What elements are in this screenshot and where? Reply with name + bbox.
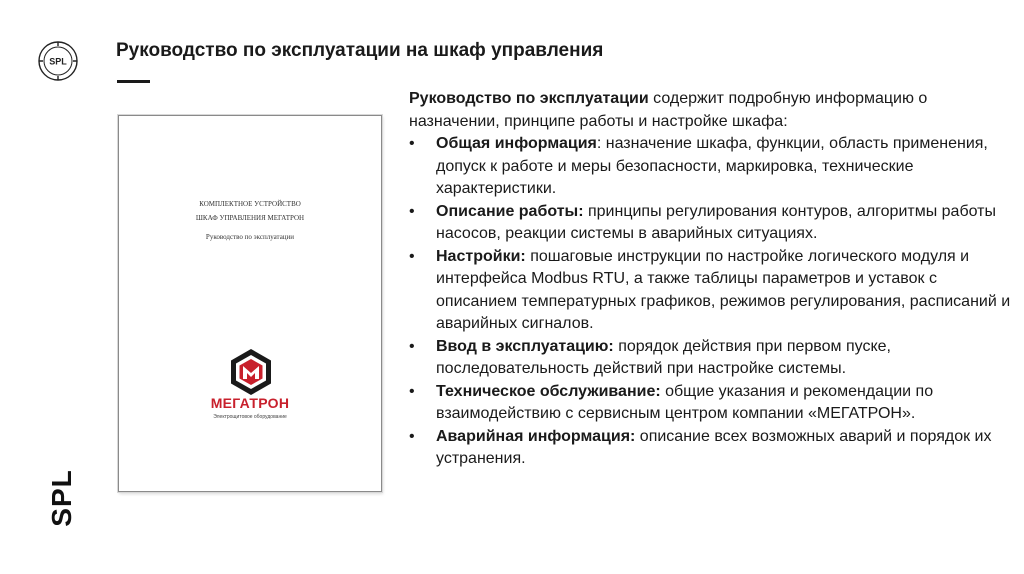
- megatron-logo-icon: [226, 347, 276, 397]
- side-brand-text: SPL: [46, 469, 77, 527]
- title-underline: [117, 80, 150, 83]
- spl-logo-text: SPL: [49, 56, 67, 67]
- list-item: [409, 336, 1014, 381]
- side-brand: [36, 468, 88, 528]
- description-block: [409, 88, 1014, 471]
- cover-brand-subtitle: Электрощитовое оборудование: [213, 414, 287, 420]
- item-text: описание всех возможных аварий и порядок их устранения.: [436, 427, 992, 467]
- item-bold: Настройки:: [436, 247, 526, 265]
- bullet: •: [409, 382, 415, 400]
- cover-line-1: КОМПЛЕКТНОЕ УСТРОЙСТВО: [199, 200, 301, 208]
- bullet: •: [409, 202, 415, 220]
- item-text: пошаговые инструкции по настройке логического модуля и интерфейса Modbus RTU, а также таблицы параметров и уставок с описанием температурных графиков, режимов регулирования, расписаний и аварийных сигналов.: [436, 247, 1011, 332]
- intro-bold: Руководство по эксплуатации: [409, 90, 649, 107]
- cover-line-2: ШКАФ УПРАВЛЕНИЯ МЕГАТРОН: [195, 214, 305, 222]
- manual-cover-image: [118, 115, 382, 492]
- item-text: : назначение шкафа, функции, область применения, допуск к работе и меры безопасности, маркировка, технические характеристики.: [436, 135, 988, 197]
- list-item: [409, 381, 1014, 426]
- intro-text: содержит подробную информацию о назначении, принципе работы и настройке шкафа:: [409, 90, 928, 130]
- item-text: общие указания и рекомендации по взаимодействию с сервисным центром компании «МЕГАТРОН».: [436, 382, 934, 422]
- cover-line-3: Руководство по эксплуатации: [205, 233, 295, 241]
- item-text: порядок действия при первом пуске, последовательность действий при настройке системы.: [436, 337, 891, 377]
- spl-logo: [37, 40, 79, 82]
- cover-brand-name: МЕГАТРОН: [210, 395, 290, 411]
- item-bold: Общая информация: [436, 135, 597, 152]
- list-item: [409, 426, 1014, 471]
- feature-list: [409, 133, 1014, 471]
- item-bold: Описание работы:: [436, 202, 584, 220]
- list-item: [409, 133, 1014, 201]
- bullet: •: [409, 427, 415, 445]
- bullet: •: [409, 337, 415, 355]
- bullet: •: [409, 247, 415, 265]
- bullet: •: [409, 135, 415, 152]
- list-item: [409, 201, 1014, 246]
- item-bold: Аварийная информация:: [436, 427, 636, 445]
- item-bold: Ввод в эксплуатацию:: [436, 337, 614, 355]
- item-text: принципы регулирования контуров, алгоритмы работы насосов, реакции системы в аварийных ситуациях.: [436, 202, 996, 242]
- intro-paragraph: [409, 88, 1014, 133]
- list-item: [409, 246, 1014, 336]
- item-bold: Техническое обслуживание:: [436, 382, 661, 400]
- page-title: Руководство по эксплуатации на шкаф управления: [116, 40, 604, 61]
